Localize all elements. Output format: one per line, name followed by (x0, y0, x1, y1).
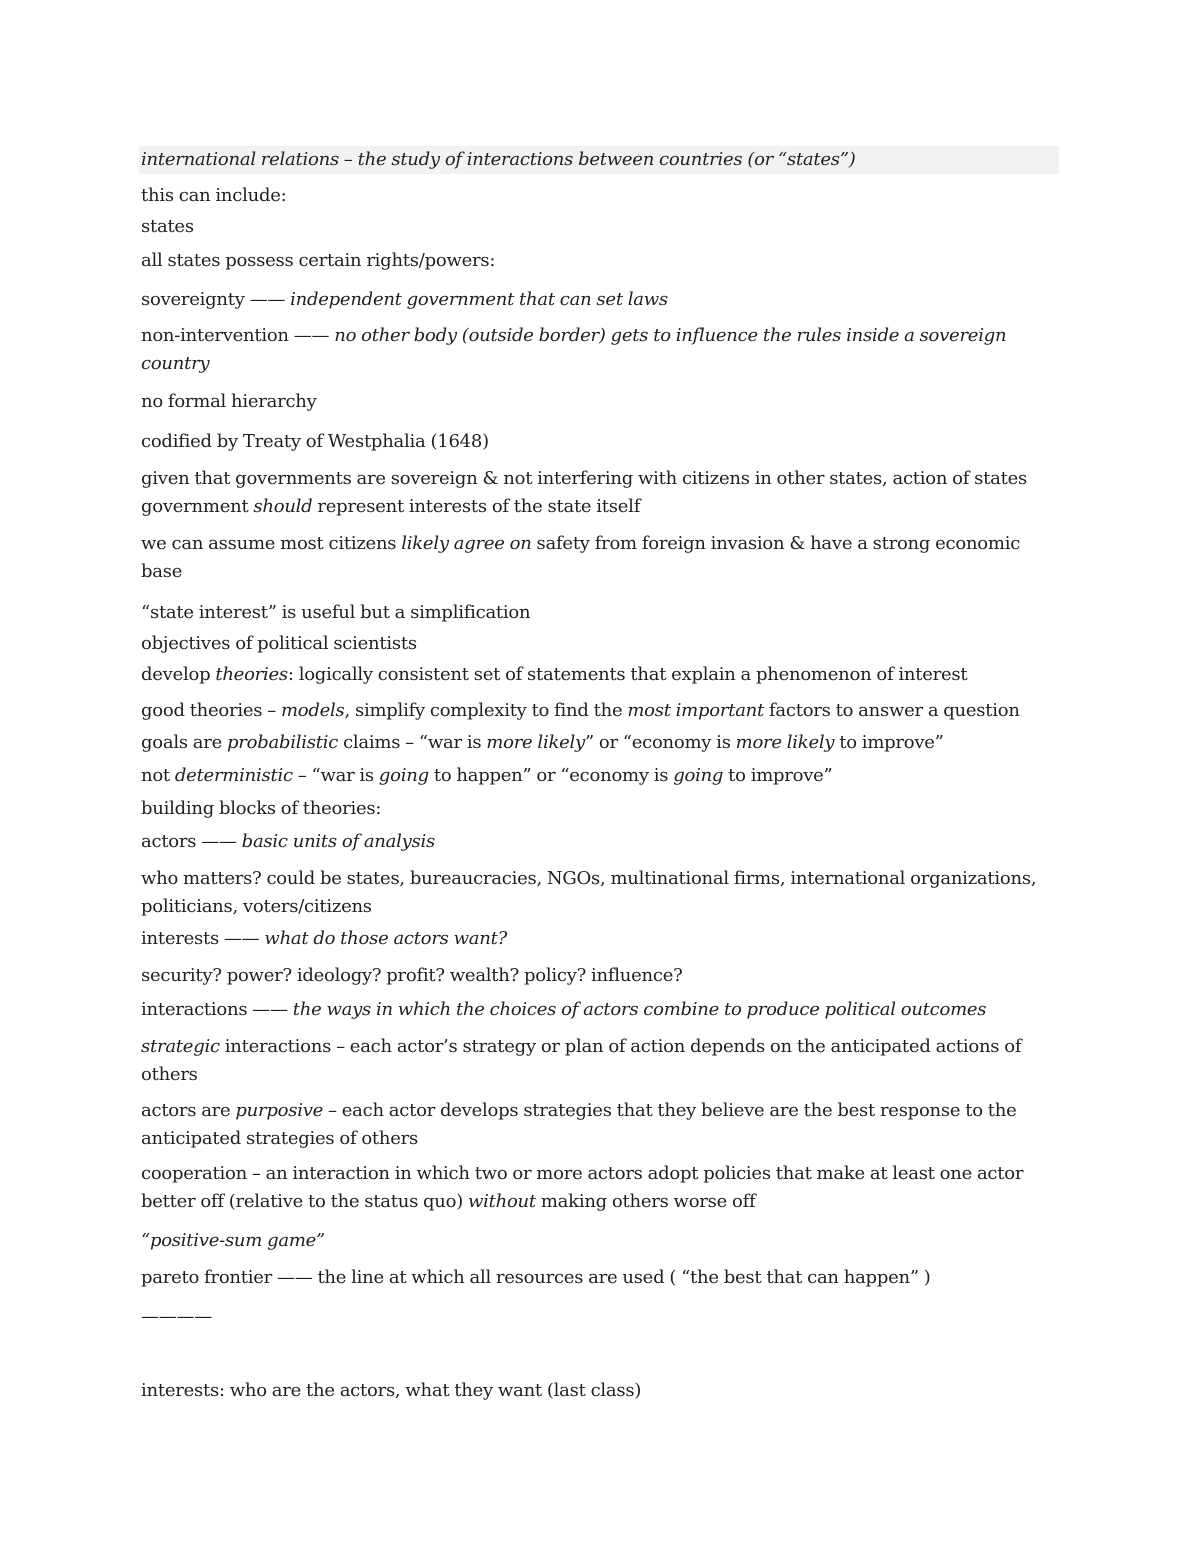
text-line (141, 247, 1059, 275)
emphasis-text: models (280, 700, 345, 721)
emphasis-text: strategic (141, 1036, 220, 1057)
text-run: building blocks of theories: (141, 798, 382, 819)
definition-line (139, 146, 1059, 174)
text-line (141, 286, 1059, 314)
text-run: pareto frontier —— the line at which all resources are used ( “the best that can happen” ) (141, 1267, 931, 1288)
text-run: all states possess certain rights/powers: (141, 250, 496, 271)
emphasis-text: more likely (735, 732, 835, 753)
text-run: this can include: (141, 185, 287, 206)
text-line (141, 322, 1059, 378)
text-run: goals are (141, 732, 228, 753)
text-line (141, 428, 1059, 456)
text-line (141, 388, 1059, 416)
emphasis-text: should (253, 496, 313, 517)
emphasis-text: going (673, 765, 724, 786)
text-run: interests: who are the actors, what they want (last class) (141, 1380, 642, 1401)
text-run: cooperation – an interaction in which two or more actors adopt policies that make at least one actor better off (relative to the status quo) (141, 1163, 1024, 1212)
text-line (141, 1033, 1059, 1089)
text-line (141, 962, 1059, 990)
emphasis-text: the ways in which the choices of actors combine to produce political outcomes (292, 999, 987, 1020)
text-line (141, 1227, 1059, 1255)
emphasis-text: what do those actors want? (264, 928, 508, 949)
text-run: “state interest” is useful but a simplification (141, 602, 531, 623)
text-line (141, 530, 1059, 586)
text-line (141, 925, 1059, 953)
emphasis-text: probabilistic (227, 732, 339, 753)
text-run: ———— (141, 1306, 212, 1327)
text-run: to improve” (723, 765, 833, 786)
text-run: non-intervention —— (141, 325, 335, 346)
text-line (141, 182, 1059, 210)
emphasis-text: more likely (486, 732, 585, 753)
emphasis-text: independent government that can set laws (290, 289, 668, 310)
text-run: actors —— (141, 831, 242, 852)
text-line (141, 630, 1059, 658)
emphasis-text: “positive-sum game” (141, 1230, 325, 1251)
text-run: good theories – (141, 700, 281, 721)
text-run: safety from foreign invasion & have a strong economic base (141, 533, 1021, 582)
text-line (141, 1097, 1059, 1153)
text-line (141, 996, 1059, 1024)
text-line (141, 1264, 1059, 1292)
text-run: ” or “economy is (584, 732, 736, 753)
emphasis-text: going (378, 765, 429, 786)
text-run: states (141, 216, 194, 237)
emphasis-text: theories (215, 664, 288, 685)
text-line (141, 865, 1059, 921)
emphasis-text: international relations – the study of interactions between countries (or “states”) (141, 149, 856, 170)
text-line (141, 828, 1059, 856)
text-run: represent interests of the state itself (312, 496, 641, 517)
emphasis-text: deterministic (174, 765, 293, 786)
separator-line (141, 1303, 1059, 1331)
text-line (141, 729, 1059, 757)
emphasis-text: purposive (235, 1100, 324, 1121)
text-line (141, 661, 1059, 689)
text-run: not (141, 765, 175, 786)
text-run: interactions – each actor’s strategy or plan of action depends on the anticipated actions of others (141, 1036, 1022, 1085)
text-run: interactions —— (141, 999, 293, 1020)
text-run: factors to answer a question (764, 700, 1020, 721)
text-line (141, 795, 1059, 823)
text-run: : logically consistent set of statements that explain a phenomenon of interest (287, 664, 968, 685)
text-line (141, 762, 1059, 790)
text-run: develop (141, 664, 216, 685)
text-line (141, 1160, 1059, 1216)
emphasis-text: most important (627, 700, 765, 721)
text-run: objectives of political scientists (141, 633, 417, 654)
text-run: given that governments are sovereign & not interfering with citizens in other states, action of states government (141, 468, 1027, 517)
text-line (141, 465, 1059, 521)
text-run: claims – “war is (338, 732, 487, 753)
text-run: codified by Treaty of Westphalia (1648) (141, 431, 489, 452)
text-run: to improve” (834, 732, 944, 753)
text-line (141, 213, 1059, 241)
emphasis-text: without (467, 1191, 536, 1212)
text-run: interests —— (141, 928, 265, 949)
text-line (141, 599, 1059, 627)
text-run: no formal hierarchy (141, 391, 317, 412)
emphasis-text: no other body (outside border) gets to influence the rules inside a sovereign country (141, 325, 1007, 374)
text-line (141, 697, 1059, 725)
text-run: who matters? could be states, bureaucracies, NGOs, multinational firms, international organizations, politicians, voters/citizens (141, 868, 1037, 917)
text-run: – “war is (292, 765, 379, 786)
text-run: security? power? ideology? profit? wealth? policy? influence? (141, 965, 683, 986)
text-run: to happen” or “economy is (428, 765, 674, 786)
text-run: sovereignty —— (141, 289, 291, 310)
emphasis-text: basic units of analysis (241, 831, 436, 852)
text-run: – each actor develops strategies that they believe are the best response to the anticipated strategies of others (141, 1100, 1017, 1149)
text-run: we can assume most citizens (141, 533, 402, 554)
text-run: actors are (141, 1100, 236, 1121)
text-run: making others worse off (535, 1191, 756, 1212)
text-line (141, 1377, 1059, 1405)
emphasis-text: likely agree on (401, 533, 532, 554)
text-run: , simplify complexity to find the (344, 700, 628, 721)
